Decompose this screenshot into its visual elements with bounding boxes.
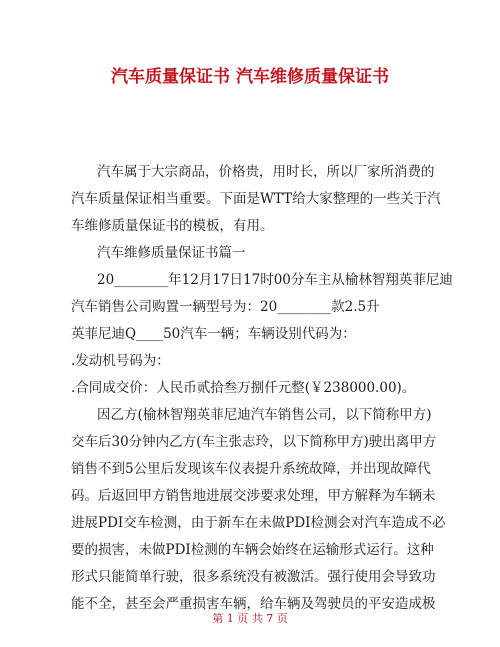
body-line: 要的损害，未做PDI检测的车辆会始终在运输形式运行。这种 [71, 542, 434, 558]
body-line: 汽车销售公司购置一辆型号为：20________款2.5升 [71, 299, 380, 315]
body-line: 销售不到5公里后发现该车仪表提升系统故障，并出现故障代 [71, 461, 431, 477]
body-line: 汽车属于大宗商品，价格贵，用时长，所以厂家所消费的 [97, 164, 435, 180]
body-line: 码。后返回甲方销售地进展交涉要求处理，甲方解释为车辆未 [71, 488, 436, 504]
body-line: 交车后30分钟内乙方(车主张志玲，以下简称甲方)驶出离甲方 [71, 434, 437, 450]
body-line: 汽车质量保证相当重要。下面是WTT给大家整理的一些关于汽 [71, 191, 441, 207]
section-heading: 汽车维修质量保证书篇一 [97, 245, 246, 261]
body-line: 20________年12月17日17时00分车主从榆林智翔英菲尼迪 [97, 272, 453, 288]
body-line: 能不全，甚至会严重损害车辆，给车辆及驾驶员的平安造成极 [71, 596, 436, 612]
body-line: .合同成交价：人民币贰拾叁万捌仟元整(￥238000.00)。 [71, 380, 416, 396]
body-line: 进展PDI交车检测，由于新车在未做PDI检测会对汽车造成不必 [71, 515, 446, 531]
document-title: 汽车质量保证书 汽车维修质量保证书 [111, 67, 389, 87]
body-line: 因乙方(榆林智翔英菲尼迪汽车销售公司，以下简称甲方) [97, 407, 432, 423]
page-number-footer: 第 1 页 共 7 页 [212, 612, 288, 625]
body-line: 车维修质量保证书的模板，有用。 [71, 218, 274, 234]
body-line: 英菲尼迪Q____50汽车一辆；车辆设别代码为： [71, 326, 356, 342]
body-line: .发动机号码为： [71, 353, 170, 369]
body-line: 形式只能简单行驶，很多系统没有被激活。强行使用会导致功 [71, 569, 436, 585]
